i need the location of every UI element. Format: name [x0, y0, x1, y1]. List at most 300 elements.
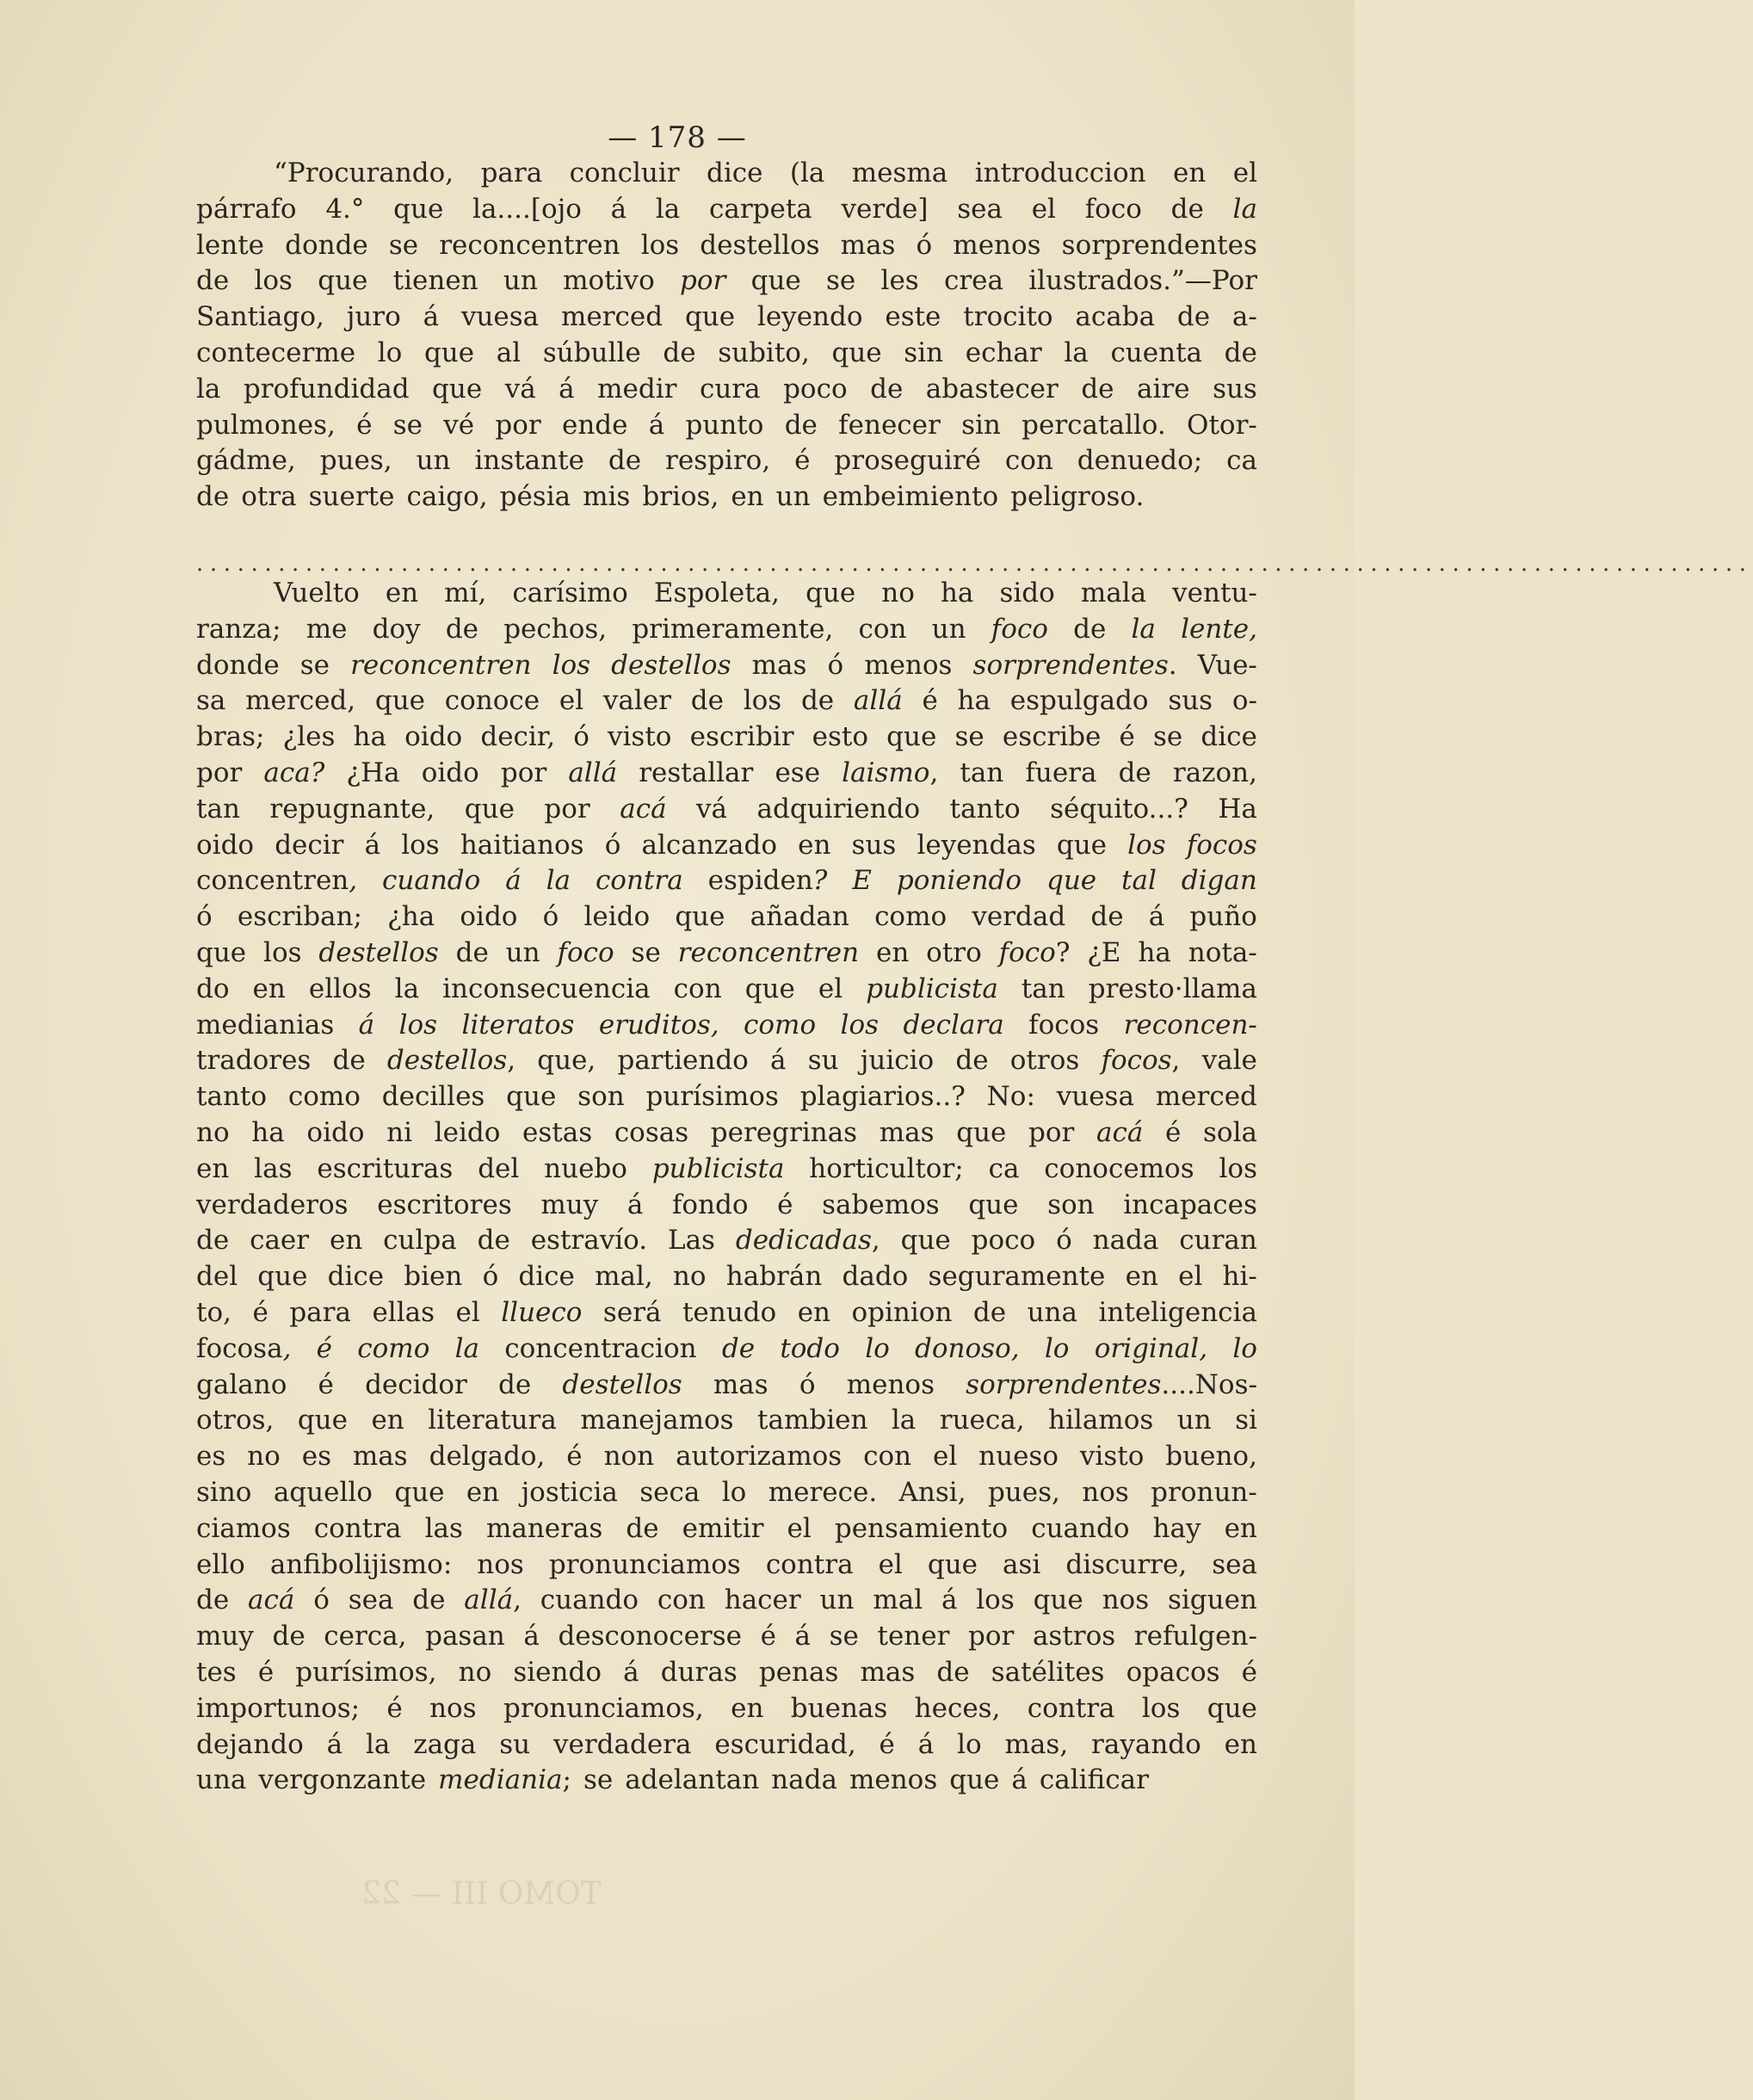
word: plagiarios..? — [799, 1081, 966, 1113]
word: llueco — [501, 1296, 583, 1328]
word: é — [794, 445, 811, 477]
word: los — [552, 649, 591, 681]
word: un — [416, 445, 451, 477]
word: restallar — [639, 757, 754, 788]
word: hay — [1152, 1512, 1201, 1544]
word: sin — [961, 409, 1001, 441]
word: dedicadas, — [735, 1225, 880, 1257]
word: á — [627, 1189, 644, 1220]
word: ha — [940, 578, 974, 608]
word: leyendo — [756, 301, 863, 333]
text-line — [196, 1368, 1257, 1404]
word: verdadera — [552, 1728, 692, 1760]
text-line — [196, 263, 1257, 300]
word: que — [675, 901, 725, 933]
word: original, — [1094, 1332, 1208, 1364]
word: nada — [1092, 1225, 1159, 1257]
dotted-separator: .................................................................................................................. — [196, 551, 1753, 577]
word: galano — [196, 1368, 287, 1400]
word: de — [626, 1512, 659, 1544]
word: una — [1027, 1296, 1078, 1328]
word: literatura — [428, 1405, 557, 1436]
word: contra — [1027, 1692, 1115, 1724]
word: mí, — [444, 578, 487, 608]
word: decilles — [381, 1081, 485, 1113]
word: en — [798, 829, 831, 861]
word: poco — [783, 373, 848, 405]
word: é — [318, 1368, 334, 1400]
word: ilustrados.”—Por — [1028, 265, 1257, 297]
word: en — [875, 936, 910, 968]
word: el — [559, 685, 584, 717]
word: donde — [196, 649, 280, 681]
word: por — [1028, 1116, 1075, 1148]
word: ha — [1138, 936, 1171, 968]
word: é — [760, 1621, 776, 1652]
word: mediania; — [438, 1764, 571, 1796]
word: pronunciamos, — [503, 1692, 704, 1724]
word: embeimiento — [822, 481, 999, 513]
text-line — [196, 936, 1257, 972]
word: pronun- — [1151, 1476, 1257, 1508]
word: conoce — [444, 685, 540, 717]
word: se — [583, 1764, 614, 1796]
word: mas — [879, 1116, 935, 1148]
word: con — [673, 973, 722, 1004]
word: suerte — [308, 481, 395, 513]
word: ha — [353, 721, 386, 753]
word: destellos — [562, 1368, 682, 1400]
word: foco — [991, 613, 1048, 645]
word: (la — [789, 158, 825, 188]
word: sus — [1213, 373, 1257, 405]
word: tenudo — [682, 1296, 777, 1328]
word: contra — [313, 1512, 402, 1544]
word: ó — [916, 229, 933, 261]
word: cerca, — [324, 1621, 407, 1652]
word: el — [787, 1512, 812, 1544]
word: leido — [583, 901, 651, 933]
word: en — [466, 1476, 500, 1508]
word: los — [640, 229, 680, 261]
word: los — [1127, 829, 1166, 861]
word: escribe — [1002, 721, 1102, 753]
word: la — [1064, 337, 1089, 368]
word: allá — [568, 757, 618, 788]
word: ¿les — [282, 721, 336, 753]
word: fondo — [671, 1189, 749, 1220]
text-line — [196, 1403, 1257, 1439]
word: gádme, — [196, 445, 296, 477]
word: á — [941, 1584, 958, 1616]
word: vé — [443, 409, 475, 441]
word: é — [566, 1441, 583, 1473]
word: sin — [904, 337, 944, 368]
word: por — [544, 793, 590, 825]
word: sabemos — [822, 1189, 940, 1220]
word: sea — [348, 1584, 394, 1616]
word: ó — [827, 649, 844, 681]
word: que — [257, 1261, 308, 1293]
word: los — [1219, 1152, 1257, 1184]
word: se — [829, 1621, 859, 1652]
word: dejando — [196, 1728, 304, 1760]
word: de — [196, 1584, 230, 1616]
word: valer — [602, 685, 671, 717]
word: nos — [429, 1692, 477, 1724]
word: á — [505, 865, 522, 897]
word: lo — [865, 1332, 890, 1364]
word: allá, — [464, 1584, 522, 1616]
word: nota- — [1188, 936, 1257, 968]
word: oido — [404, 721, 463, 753]
word: aca? — [263, 757, 325, 788]
word: fenecer — [838, 409, 941, 441]
text-line — [196, 899, 1257, 936]
word: echar — [965, 337, 1042, 368]
word: son — [1047, 1189, 1095, 1220]
word: primeramente, — [632, 613, 834, 645]
word: los — [398, 1009, 438, 1041]
word: no — [458, 1656, 492, 1688]
word: en — [1224, 1512, 1257, 1544]
word: como — [744, 1009, 817, 1041]
word: manejamos — [580, 1405, 734, 1436]
word: los — [743, 685, 782, 717]
word: que — [506, 1081, 557, 1113]
word: abastecer — [925, 373, 1059, 405]
word: focos — [1028, 1009, 1100, 1041]
word: á — [559, 373, 575, 405]
word: é — [879, 1728, 895, 1760]
word: de — [196, 265, 230, 297]
word: foco — [1084, 193, 1142, 225]
word: o- — [1231, 685, 1257, 717]
word: con — [858, 613, 907, 645]
word: otra — [241, 481, 297, 513]
word: poniendo — [896, 865, 1022, 897]
word: tradores — [196, 1045, 312, 1077]
word: de — [1090, 901, 1124, 933]
word: esto — [812, 721, 869, 753]
text-line — [196, 648, 1257, 684]
word: josticia — [521, 1476, 618, 1508]
word: que — [1056, 829, 1108, 861]
text-line — [196, 828, 1257, 864]
word: los — [263, 936, 302, 968]
word: ó — [482, 1261, 499, 1293]
word: razon, — [1172, 757, 1257, 788]
word: de — [972, 1296, 1007, 1328]
word: publicista — [866, 973, 998, 1004]
word: que — [393, 193, 444, 225]
word: á — [1011, 1764, 1028, 1796]
word: por — [495, 409, 541, 441]
word: por — [196, 757, 243, 788]
word: allá — [853, 685, 903, 717]
word: menos — [849, 1764, 938, 1796]
word: seca — [639, 1476, 701, 1508]
text-line — [196, 1115, 1257, 1152]
word: é — [922, 685, 938, 717]
word: tienen — [392, 265, 478, 297]
word: las — [424, 1512, 463, 1544]
word: Vuelto — [274, 578, 360, 608]
word: mala — [1080, 578, 1147, 608]
word: ventu- — [1172, 578, 1257, 608]
word: la — [454, 1332, 480, 1364]
text-line — [196, 1655, 1257, 1691]
word: é — [386, 1692, 403, 1724]
word: curan — [1179, 1225, 1257, 1257]
word: que — [432, 373, 483, 405]
word: con — [657, 1584, 706, 1616]
word: caigo, — [406, 481, 488, 513]
word: de — [412, 1584, 446, 1616]
word: é — [252, 1296, 269, 1328]
word: penas — [758, 1656, 839, 1688]
word: la — [546, 865, 571, 897]
word: de — [800, 685, 835, 717]
word: do — [196, 973, 230, 1004]
word: que — [297, 1405, 348, 1436]
word: de — [955, 1045, 989, 1077]
word: la — [1131, 613, 1156, 645]
word: los — [401, 829, 440, 861]
word: vuesa — [460, 301, 540, 333]
word: para — [480, 158, 543, 188]
word: ¿ha — [387, 901, 435, 933]
word: Ha — [1218, 793, 1257, 825]
word: de — [690, 685, 724, 717]
word: á — [917, 1728, 935, 1760]
word: son — [577, 1081, 625, 1113]
word: adelantan — [625, 1764, 760, 1796]
word: percatallo. — [1022, 409, 1166, 441]
word: del — [478, 1152, 520, 1184]
word: duras — [660, 1656, 738, 1688]
word: nueso — [978, 1441, 1059, 1473]
word: este — [885, 301, 941, 333]
word: sus — [851, 829, 897, 861]
text-line — [196, 1691, 1257, 1727]
word: á — [423, 301, 440, 333]
word: en — [1173, 158, 1207, 188]
word: que — [927, 1548, 978, 1580]
word: mesma — [851, 158, 948, 188]
text-line — [196, 1152, 1257, 1188]
word: será — [602, 1296, 662, 1328]
word: lo — [1044, 1332, 1070, 1364]
word: en — [385, 578, 419, 608]
text-line — [196, 1547, 1257, 1584]
word: de — [1073, 613, 1107, 645]
word: lo — [957, 1728, 982, 1760]
word: crea — [943, 265, 1003, 297]
word: como — [357, 1332, 430, 1364]
word: destellos — [700, 229, 820, 261]
word: foco — [557, 936, 614, 968]
word: de — [445, 613, 479, 645]
word: se — [299, 649, 330, 681]
word: presto·llama — [1088, 973, 1257, 1004]
word: en — [329, 1225, 363, 1257]
word: carpeta — [708, 193, 812, 225]
word: maneras — [485, 1512, 603, 1544]
word: pechos, — [503, 613, 608, 645]
word: el — [455, 1296, 480, 1328]
word: á — [770, 1045, 787, 1077]
word: horticultor; — [809, 1152, 964, 1184]
word: satélites — [991, 1656, 1105, 1688]
word: hilamos — [1048, 1405, 1154, 1436]
word: ca — [1226, 445, 1257, 477]
word: foco? — [998, 936, 1071, 968]
word: nos — [1082, 1476, 1129, 1508]
word: dice — [518, 1261, 575, 1293]
word: de — [1224, 337, 1257, 368]
word: merece. — [768, 1476, 878, 1508]
word: súbulle — [542, 337, 641, 368]
word: se — [388, 229, 419, 261]
word: ó — [604, 829, 621, 861]
word: pensamiento — [834, 1512, 1009, 1544]
quote-paragraph — [196, 156, 1257, 516]
word: escribir — [689, 721, 794, 753]
text-line — [196, 1295, 1257, 1331]
word: que — [886, 721, 937, 753]
word: decir, — [480, 721, 556, 753]
word: focos, — [1101, 1045, 1181, 1077]
word: doy — [372, 613, 421, 645]
word: denuedo; — [1077, 445, 1203, 477]
word: ello — [196, 1548, 245, 1580]
word: publicista — [651, 1152, 785, 1184]
word: lente, — [1181, 613, 1257, 645]
word: lo — [1232, 1332, 1257, 1364]
word: de — [1170, 193, 1204, 225]
word: en — [797, 1296, 830, 1328]
word: la — [655, 193, 681, 225]
word: Ansi, — [898, 1476, 966, 1508]
word: calificar — [1039, 1764, 1149, 1796]
word: tambien — [757, 1405, 868, 1436]
word: que — [1046, 865, 1097, 897]
text-line — [196, 612, 1257, 648]
word: muy — [196, 1621, 254, 1652]
word: les — [880, 265, 919, 297]
word: vergonzante — [258, 1764, 427, 1796]
word: poco — [971, 1225, 1036, 1257]
word: reconcentren — [350, 649, 532, 681]
word: que — [196, 936, 247, 968]
word: con — [863, 1441, 912, 1473]
text-line — [196, 1008, 1257, 1044]
word: reconcentren — [439, 229, 620, 261]
word: é — [316, 1332, 333, 1364]
page-number: — 178 — — [608, 120, 747, 155]
word: la — [891, 1405, 917, 1436]
word: mal — [873, 1584, 923, 1616]
word: que — [744, 973, 795, 1004]
word: bueno, — [1165, 1441, 1257, 1473]
word: escriban; — [237, 901, 362, 933]
word: peligroso. — [1010, 481, 1145, 513]
text-line — [196, 336, 1257, 372]
word: dice — [1201, 721, 1257, 753]
word: pulmones, — [196, 409, 336, 441]
word: eruditos, — [598, 1009, 719, 1041]
word: dice — [327, 1261, 385, 1293]
word: merced — [560, 301, 664, 333]
word: de — [1081, 373, 1114, 405]
word: el — [932, 1441, 958, 1473]
text-line — [196, 1188, 1257, 1224]
word: destellos — [318, 936, 439, 968]
word: añadan — [750, 901, 849, 933]
text-line — [196, 683, 1257, 720]
word: digan — [1181, 865, 1257, 897]
word: otro — [926, 936, 982, 968]
text-line — [196, 300, 1257, 336]
word: juro — [346, 301, 401, 333]
word: mas, — [1004, 1728, 1069, 1760]
word: escrituras — [317, 1152, 454, 1184]
word: astros — [1032, 1621, 1116, 1652]
text-line — [196, 1727, 1257, 1763]
word: inteligencia — [1098, 1296, 1257, 1328]
word: Las — [667, 1225, 715, 1257]
word: en — [731, 1692, 764, 1724]
word: vale — [1201, 1045, 1257, 1077]
word: verde] — [841, 193, 929, 225]
word: leido — [434, 1116, 501, 1148]
word: es — [301, 1441, 331, 1473]
word: merced — [1155, 1081, 1257, 1113]
word: incapaces — [1123, 1189, 1257, 1220]
word: heces, — [914, 1692, 1001, 1724]
word: haitianos — [460, 829, 584, 861]
word: que — [750, 265, 801, 297]
word: se — [826, 265, 856, 297]
word: un — [775, 481, 811, 513]
word: asi — [1003, 1548, 1041, 1580]
word: No: — [986, 1081, 1035, 1113]
word: aquello — [273, 1476, 373, 1508]
word: vá — [696, 793, 728, 825]
main-paragraph — [196, 576, 1257, 1799]
word: escritores — [377, 1189, 512, 1220]
word: que — [949, 1764, 1000, 1796]
word: que — [900, 1225, 951, 1257]
word: ni — [386, 1116, 413, 1148]
word: bien — [404, 1261, 463, 1293]
word: la....[ojo — [472, 193, 582, 225]
word: dado — [842, 1261, 909, 1293]
word: discurre, — [1065, 1548, 1188, 1580]
text-line — [196, 756, 1257, 792]
word: sido — [999, 578, 1055, 608]
word: que — [394, 1476, 445, 1508]
word: partiendo — [617, 1045, 749, 1077]
word: de — [196, 1225, 230, 1257]
word: una — [196, 1764, 247, 1796]
text-line — [196, 1223, 1257, 1259]
word: de — [663, 337, 696, 368]
word: á — [326, 1728, 343, 1760]
word: delgado, — [429, 1441, 546, 1473]
word: ó — [542, 901, 559, 933]
